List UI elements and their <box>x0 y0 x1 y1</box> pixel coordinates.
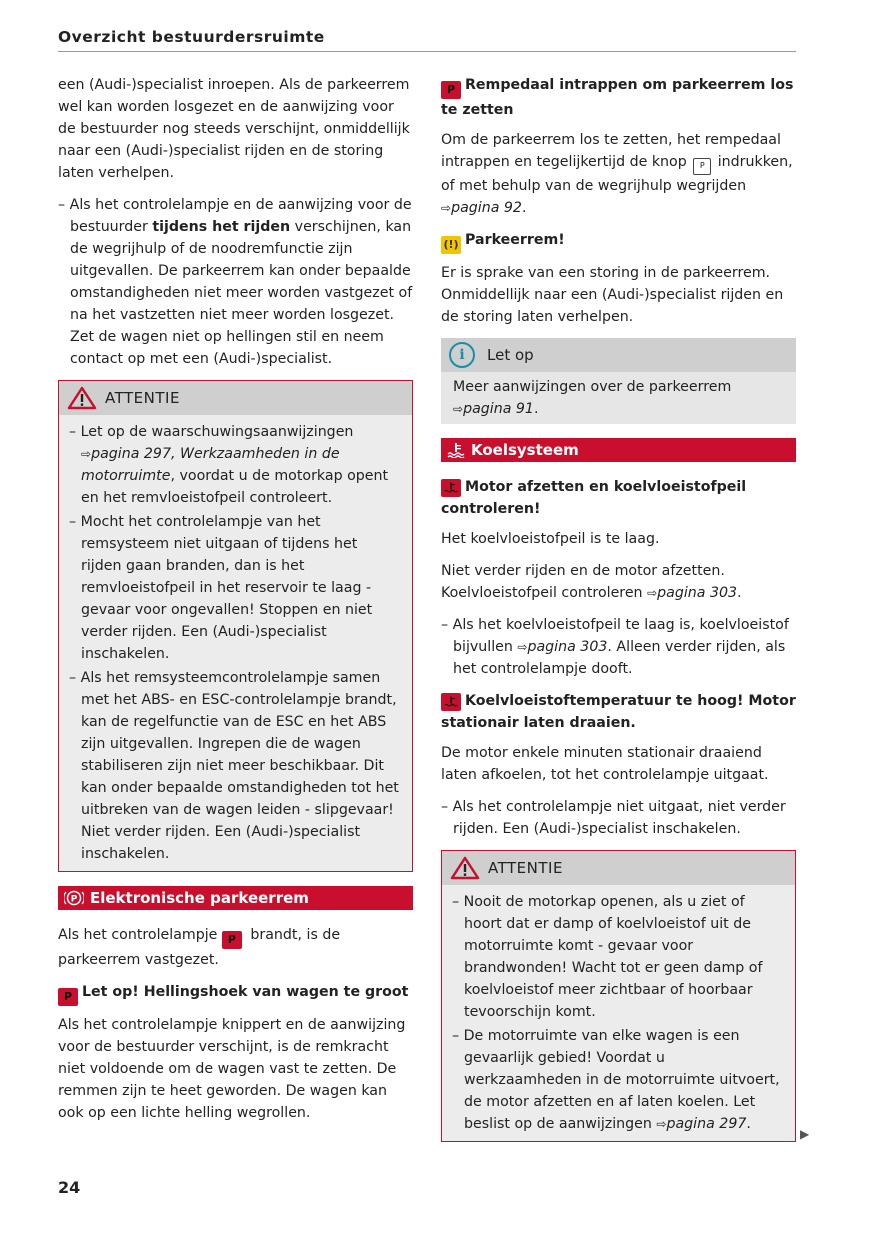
page-ref-arrow-icon: ⇨ <box>656 1116 667 1131</box>
page-reference-link[interactable]: pagina 303 <box>527 638 608 655</box>
brake-fault-paragraph: Er is sprake van een storing in de parkeerrem. Onmiddellijk naar een (Audi-)specialist rijden en de storing laten verhelpen. <box>441 264 784 325</box>
subheading-brake-fault: (!) Parkeerrem! <box>441 229 796 254</box>
coolant-dash-item: – Als het koelvloeistofpeil te laag is, koelvloeistof bijvullen ⇨pagina 303. Alleen verder rijden, als het controlelampje dooft. <box>441 614 796 680</box>
slope-paragraph: Als het controlelampje knippert en de aanwijzing voor de bestuurder verschijnt, is de remkracht niet voldoende om de wagen vast te zetten. De remmen zijn te heet geworden. De wagen kan ook op een lichte helling wegrollen. <box>58 1017 406 1121</box>
page-reference-link[interactable]: pagina 297 <box>666 1115 747 1132</box>
parking-brake-lamp-icon: P <box>222 931 242 949</box>
warning-item: – Nooit de motorkap openen, als u ziet of hoort dat er damp of koelvloeistof uit de motorruimte komt - gevaar voor brandwonden! Wacht tot er geen damp of koelvloeistof meer zichtbaar of hoorbaar tevoorschijn komt. <box>452 891 783 1023</box>
coolant-temperature-icon <box>447 442 465 458</box>
intro-paragraph: een (Audi-)specialist inroepen. Als de parkeerrem wel kan worden losgezet en de aanwijzing voor de bestuurder nog steeds verschijnt, onmiddellijk naar een (Audi-)specialist rijden en de storing laten verhelpen. <box>58 77 410 181</box>
svg-text:P: P <box>70 894 78 905</box>
warning-item: – De motorruimte van elke wagen is een gevaarlijk gebied! Voordat u werkzaamheden in de motorruimte uitvoert, de motor afzetten en af laten koelen. Let beslist op de aanwijzingen ⇨pagina 297. <box>452 1025 783 1135</box>
page-reference-link[interactable]: pagina 92 <box>451 199 522 216</box>
page-ref-arrow-icon: ⇨ <box>517 639 528 654</box>
warning-item: – Mocht het controlelampje van het remsysteem niet uitgaan of tijdens het rijden gaan branden, dan is het remvloeistofpeil in het reservoir te laag - gevaar voor ongevallen! Stoppen en niet verder rijden. Een (Audi-)specialist inschakelen. <box>69 511 400 665</box>
page-number: 24 <box>58 1178 81 1197</box>
parking-brake-fault-icon: (!) <box>441 236 461 254</box>
warning-header <box>59 381 412 415</box>
warning-title: ATTENTIE <box>488 858 563 877</box>
section-title: Elektronische parkeerrem <box>90 889 309 907</box>
tip-header <box>441 338 796 372</box>
continue-arrow-icon: ▶ <box>800 1127 810 1141</box>
coolant-stop-paragraph: Niet verder rijden en de motor afzetten. Koelvloeistofpeil controleren ⇨pagina 303. <box>441 562 742 601</box>
subheading-coolant-level: Motor afzetten en koelvloeistofpeil controleren! <box>441 478 747 517</box>
warning-header <box>442 851 795 885</box>
warning-title: ATTENTIE <box>105 389 180 407</box>
page-ref-arrow-icon: ⇨ <box>81 447 92 461</box>
intro-dash-item: – Als het controlelampje en de aanwijzing voor de bestuurder tijdens het rijden verschijnen, kan de wegrijhulp of de noodremfunctie zijn uitgevallen. De parkeerrem kan onder bepaalde omstandigheden niet meer worden vastgezet of na het vastzetten niet meer worden losgezet. Zet de wagen niet op hellingen stil en neem contact op met een (Audi-)specialist. <box>58 194 413 370</box>
page-ref-arrow-icon: ⇨ <box>647 585 658 600</box>
parking-brake-lamp-icon: P <box>441 81 461 99</box>
subheading-slope: P Let op! Hellingshoek van wagen te groot <box>58 981 413 1006</box>
coolant-lamp-icon <box>441 479 461 497</box>
left-column <box>58 74 413 1134</box>
warning-item: – Let op de waarschuwingsaanwijzingen ⇨pagina 297, Werkzaamheden in de motorruimte, voordat u de motorkap opent en het remvloeistofpeil controleert. <box>69 421 400 509</box>
subheading-release-brake: P Rempedaal intrappen om parkeerrem los te zetten <box>441 77 794 118</box>
page-ref-arrow-icon: ⇨ <box>453 401 464 416</box>
release-brake-paragraph: Om de parkeerrem los te zetten, het rempedaal intrappen en tegelijkertijd de knop P indrukken, of met behulp van de wegrijhulp wegrijden ⇨pagina 92. <box>441 132 793 216</box>
coolant-dash-item: – Als het controlelampje niet uitgaat, niet verder rijden. Een (Audi-)specialist inschakelen. <box>441 796 796 840</box>
tip-body: Meer aanwijzingen over de parkeerrem ⇨pagina 91. <box>453 378 732 417</box>
warning-triangle-icon <box>67 386 97 410</box>
page-ref-arrow-icon: ⇨ <box>441 200 452 215</box>
parking-brake-icon <box>64 890 84 906</box>
warning-triangle-icon <box>450 856 480 880</box>
tip-title: Let op <box>487 345 534 364</box>
section-title: Koelsysteem <box>471 440 579 459</box>
page-header-title: Overzicht bestuurdersruimte <box>58 28 325 46</box>
right-column <box>441 74 796 1152</box>
info-icon: i <box>449 342 475 368</box>
warning-box-cooling <box>441 850 796 1142</box>
parking-brake-paragraph: Als het controlelampje P brandt, is de parkeerrem vastgezet. <box>58 927 341 968</box>
page-reference-link[interactable]: pagina 91 <box>463 400 534 417</box>
section-heading-parking-brake <box>58 886 413 910</box>
coolant-lamp-icon <box>441 693 461 711</box>
subheading-coolant-temp: Koelvloeistoftemperatuur te hoog! Motor stationair laten draaien. <box>441 692 796 731</box>
warning-item: – Als het remsysteemcontrolelampje samen met het ABS- en ESC-controlelampje brandt, kan de regelfunctie van de ESC en het ABS zijn uitgevallen. Ingrepen die de wagen stabiliseren zijn niet meer beschikbaar. Dit kan onder bepaalde omstandigheden tot het uitbreken van de wagen leiden - slipgevaar! Niet verder rijden. Een (Audi-)specialist inschakelen. <box>69 667 400 865</box>
parking-brake-lamp-icon: P <box>58 988 78 1006</box>
warning-box-brakes <box>58 380 413 872</box>
header-divider <box>58 51 796 52</box>
parking-brake-button-icon: P <box>693 158 711 175</box>
page-reference-link[interactable]: pagina 297, Werkzaamheden in de motorruimte <box>81 446 340 484</box>
page-reference-link[interactable]: pagina 303 <box>657 584 738 601</box>
coolant-temp-paragraph: De motor enkele minuten stationair draaiend laten afkoelen, tot het controlelampje uitgaat. <box>441 744 769 783</box>
section-heading-cooling <box>441 438 796 462</box>
coolant-low-paragraph: Het koelvloeistofpeil is te laag. <box>441 530 660 547</box>
tip-box <box>441 338 796 424</box>
